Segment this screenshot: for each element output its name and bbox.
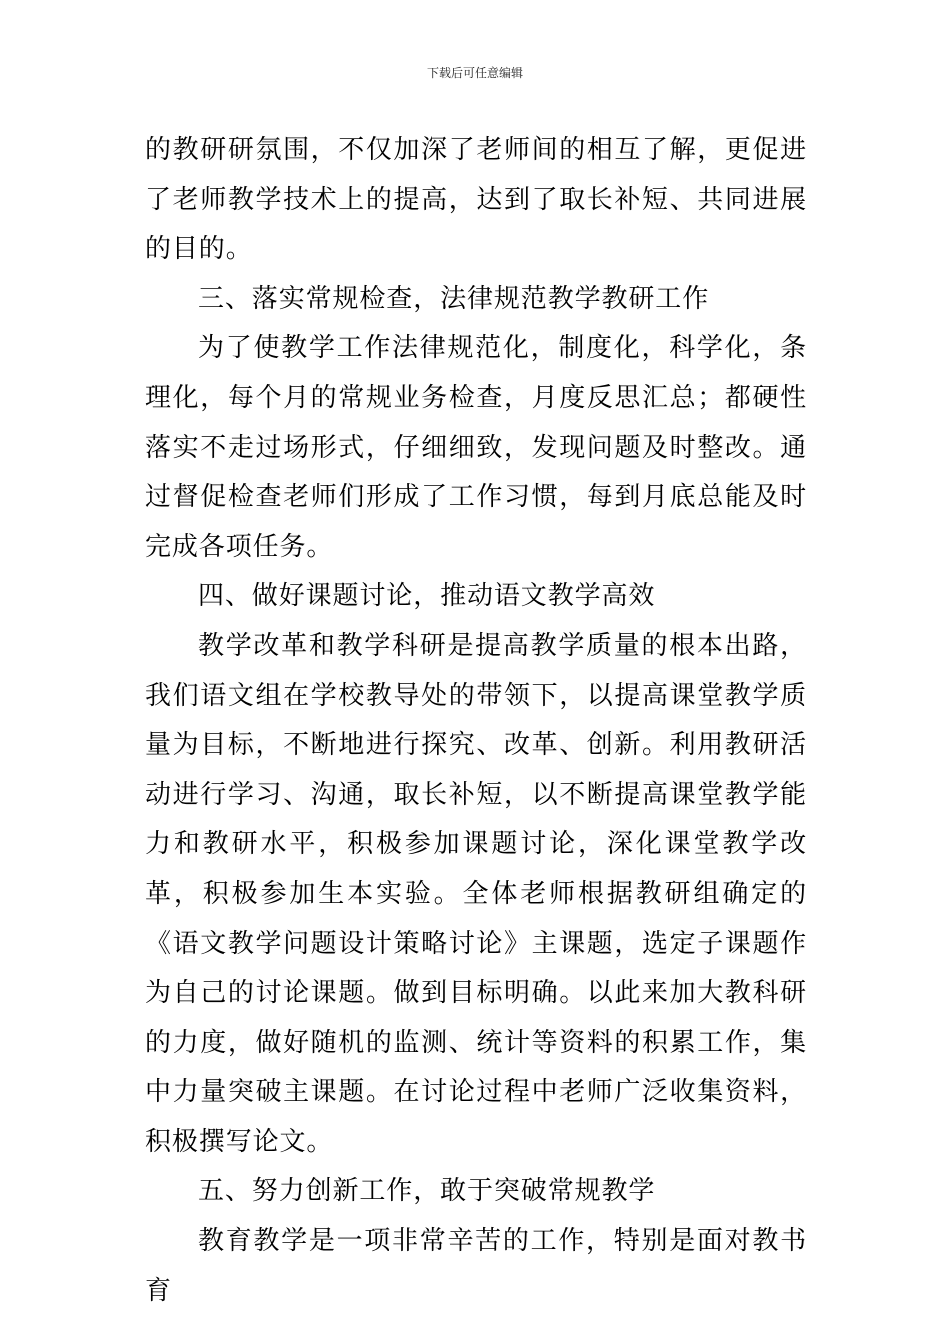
paragraph-continuation: 的教研研氛围，不仅加深了老师间的相互了解，更促进了老师教学技术上的提高，达到了取长补短、共同进展的目的。 bbox=[145, 135, 807, 265]
paragraph: 为了使教学工作法律规范化，制度化，科学化，条理化，每个月的常规业务检查，月度反思汇总；都硬性落实不走过场形式，仔细细致，发现问题及时整改。通过督促检查老师们形成了工作习惯，每到月底总能及时完成各项任务。 bbox=[145, 333, 807, 562]
section-heading-3: 三、落实常规检查，法律规范教学教研工作 bbox=[198, 283, 710, 314]
section-heading-4: 四、做好课题讨论，推动语文教学高效 bbox=[198, 581, 656, 612]
page-header: 下载后可任意编辑 bbox=[426, 66, 523, 80]
document-body bbox=[145, 126, 807, 1316]
paragraph: 教育教学是一项非常辛苦的工作，特别是面对教书育 bbox=[145, 1226, 807, 1306]
paragraph: 教学改革和教学科研是提高教学质量的根本出路，我们语文组在学校教导处的带领下，以提高课堂教学质量为目标，不断地进行探究、改革、创新。利用教研活动进行学习、沟通，取长补短，以不断提高课堂教学能力和教研水平，积极参加课题讨论，深化课堂教学改革，积极参加生本实验。全体老师根据教研组确定的《语文教学问题设计策略讨论》主课题，选定子课题作为自己的讨论课题。做到目标明确。以此来加大教科研的力度，做好随机的监测、统计等资料的积累工作，集中力量突破主课题。在讨论过程中老师广泛收集资料，积极撰写论文。 bbox=[145, 630, 807, 1157]
section-heading-5: 五、努力创新工作，敢于突破常规教学 bbox=[198, 1176, 656, 1207]
